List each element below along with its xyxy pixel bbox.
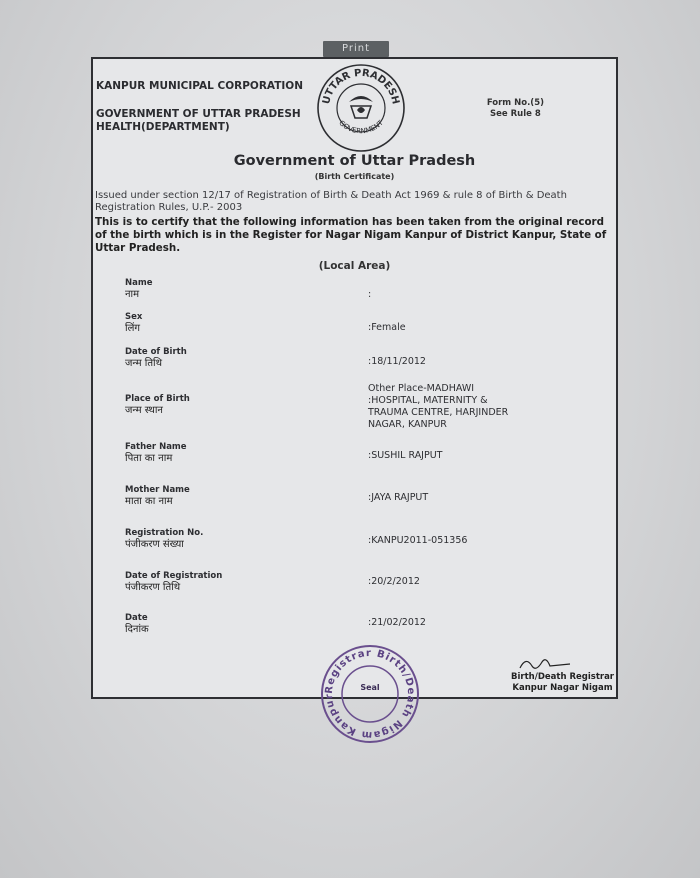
row-place-label	[125, 394, 190, 416]
svg-text:GOVERNMENT	[337, 118, 385, 135]
label-en: Date of Birth	[125, 347, 187, 357]
row-name-label	[125, 278, 152, 300]
label-hi: लिंग	[125, 323, 140, 334]
label-en: Sex	[125, 312, 143, 322]
registrar-seal-icon	[319, 643, 421, 745]
state-emblem-icon	[315, 62, 407, 154]
label-en: Date of Registration	[125, 571, 223, 581]
row-father-value: :SUSHIL RAJPUT	[368, 450, 443, 461]
row-regno-label	[125, 528, 203, 550]
seal-ring-text: Registrar Birth/Death Nigam Kanpur	[323, 647, 417, 741]
label-hi: पिता का नाम	[125, 453, 173, 464]
signature-title: Birth/Death Registrar	[511, 672, 614, 682]
row-dob-value: :18/11/2012	[368, 356, 426, 367]
svg-text:UTTAR PRADESH	[321, 68, 401, 106]
label-en: Place of Birth	[125, 394, 190, 404]
row-date-value: :21/02/2012	[368, 617, 426, 628]
row-regdate-value: :20/2/2012	[368, 576, 420, 587]
local-area-label: (Local Area)	[318, 260, 391, 272]
label-en: Name	[125, 278, 153, 288]
row-sex-value: :Female	[368, 322, 406, 333]
form-no: Form No.(5)	[486, 98, 544, 108]
corporation-name: KANPUR MUNICIPAL CORPORATION	[96, 80, 304, 92]
see-rule: See Rule 8	[490, 109, 541, 119]
government-department	[96, 108, 301, 134]
label-en: Registration No.	[125, 528, 204, 538]
certify-statement: This is to certify that the following information has been taken from the original record of the birth which is in the Register for Nagar Nigam Kanpur of District Kanpur, State of Uttar Pradesh.	[95, 216, 607, 254]
label-en: Mother Name	[125, 485, 190, 495]
certificate-subtitle: (Birth Certificate)	[314, 172, 395, 181]
issued-statement: Issued under section 12/17 of Registration of Birth & Death Act 1969 & rule 8 of Birth & Death Registration Rules, U.P.- 2003	[95, 190, 567, 213]
row-father-label	[125, 442, 187, 464]
department-line: HEALTH(DEPARTMENT)	[96, 121, 230, 133]
label-hi: दिनांक	[125, 624, 149, 635]
row-name-value: :	[368, 289, 372, 300]
row-mother-value: :JAYA RAJPUT	[368, 492, 429, 503]
certificate-title: Government of Uttar Pradesh	[233, 153, 476, 169]
label-hi: पंजीकरण संख्या	[125, 539, 184, 550]
seal-center-text: Seal	[360, 683, 380, 692]
label-hi: पंजीकरण तिथि	[125, 582, 181, 593]
signature-office: Kanpur Nagar Nigam	[512, 683, 613, 693]
emblem-text-top: UTTAR PRADESH	[321, 67, 401, 106]
birth-certificate	[91, 57, 618, 741]
label-en: Date	[125, 613, 148, 623]
label-en: Father Name	[125, 442, 187, 452]
label-hi: नाम	[125, 289, 140, 300]
row-dob-label	[125, 347, 187, 369]
row-regno-value: :KANPU2011-051356	[368, 535, 468, 546]
row-regdate-label	[125, 571, 222, 593]
form-number	[487, 98, 544, 120]
row-sex-label	[125, 312, 142, 334]
svg-text:Registrar Birth/Death Nigam Ka	[324, 648, 416, 740]
row-mother-label	[125, 485, 190, 507]
label-hi: जन्म तिथि	[125, 358, 163, 369]
label-hi: जन्म स्थान	[125, 405, 163, 416]
signature-block	[511, 672, 614, 694]
row-date-label	[125, 613, 149, 635]
government-line: GOVERNMENT OF UTTAR PRADESH	[96, 108, 301, 120]
print-button[interactable]: Print	[323, 41, 389, 57]
signature-icon	[516, 654, 576, 674]
label-hi: माता का नाम	[125, 496, 173, 507]
row-place-value: Other Place-MADHAWI :HOSPITAL, MATERNITY & TRAUMA CENTRE, HARJINDER NAGAR, KANPUR	[368, 383, 509, 430]
emblem-text-bottom: GOVERNMENT	[337, 118, 385, 136]
